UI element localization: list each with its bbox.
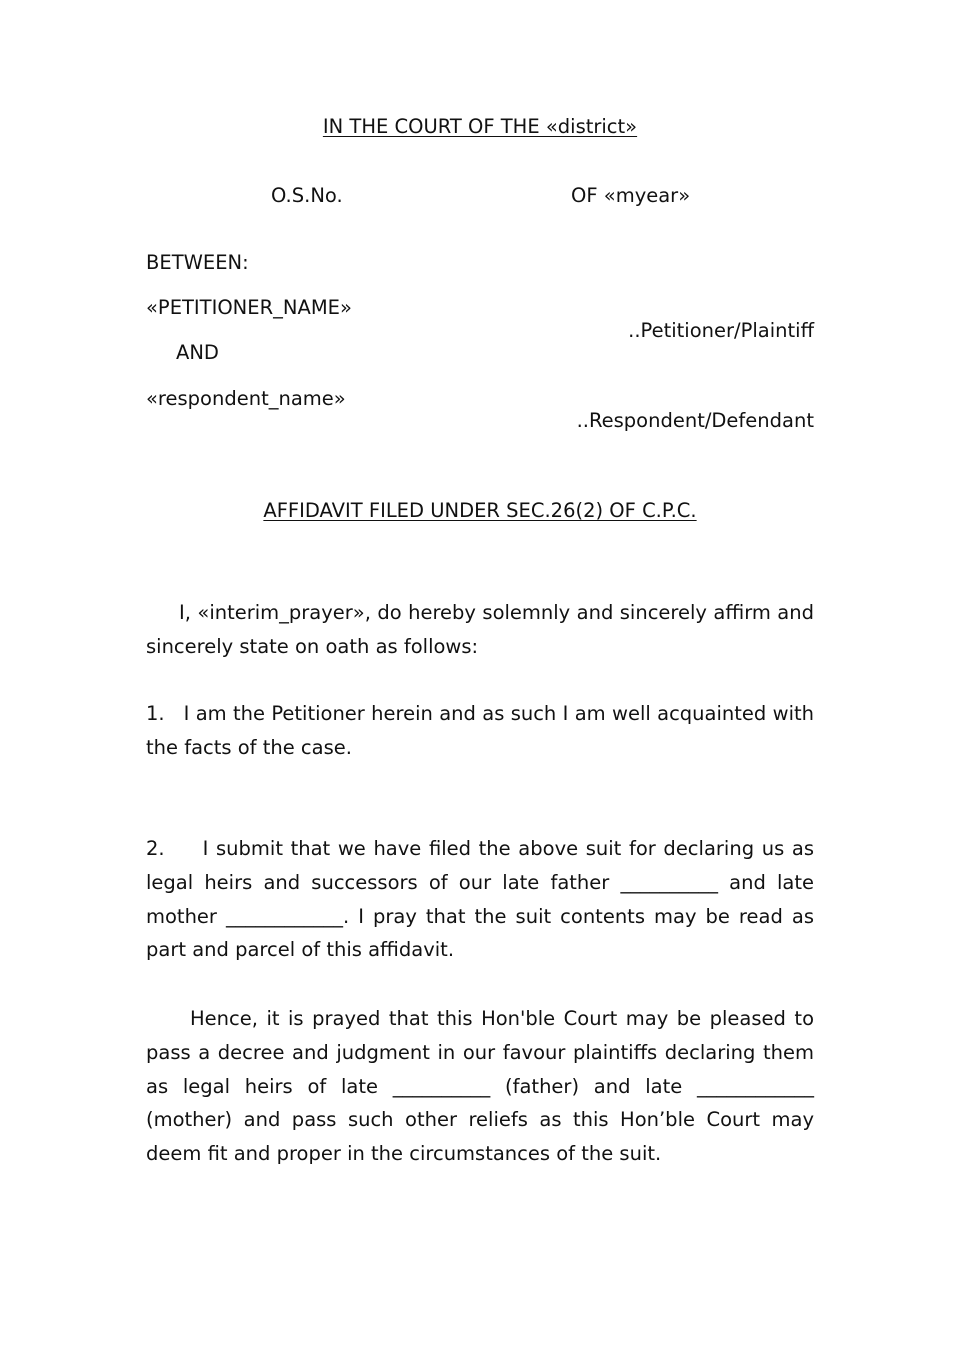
prayer-paragraph bbox=[146, 1002, 814, 1171]
paragraph-2-text: I submit that we have filed the above suit for declaring us as legal heirs and successors of our late father __________ and late mother ____________. I pray that the suit contents may be read as part and parcel of this affidavit. bbox=[146, 837, 814, 962]
petitioner-name: «PETITIONER_NAME» bbox=[146, 296, 352, 319]
paragraph-2-body bbox=[146, 832, 814, 967]
intro-paragraph bbox=[146, 596, 814, 664]
paragraph-1-text: I am the Petitioner herein and as such I am well acquainted with the facts of the case. bbox=[146, 702, 814, 759]
between-label: BETWEEN: bbox=[146, 251, 249, 274]
petitioner-role: ..Petitioner/Plaintiff bbox=[628, 319, 814, 342]
paragraph-2 bbox=[146, 832, 814, 967]
respondent-name: «respondent_name» bbox=[146, 387, 346, 410]
paragraph-2-number: 2. bbox=[146, 837, 165, 860]
and-label: AND bbox=[176, 341, 219, 364]
intro-text: I, «interim_prayer», do hereby solemnly and sincerely affirm and sincerely state on oath as follows: bbox=[146, 601, 814, 658]
case-year: OF «myear» bbox=[571, 184, 691, 207]
paragraph-1 bbox=[146, 697, 814, 765]
paragraph-1-number: 1. bbox=[146, 702, 165, 725]
affidavit-title: AFFIDAVIT FILED UNDER SEC.26(2) OF C.P.C. bbox=[263, 499, 697, 522]
court-title: IN THE COURT OF THE «district» bbox=[322, 115, 638, 138]
paragraph-1-body bbox=[146, 697, 814, 765]
prayer-text: Hence, it is prayed that this Hon'ble Court may be pleased to pass a decree and judgment in our favour plaintiffs declaring them as legal heirs of late __________ (father) and late ____________ (mother) and pass such other reliefs as this Hon’ble Court may deem fit and proper in the circumstances of the suit. bbox=[146, 1007, 814, 1166]
respondent-role: ..Respondent/Defendant bbox=[576, 409, 814, 432]
os-number-label: O.S.No. bbox=[271, 184, 343, 207]
